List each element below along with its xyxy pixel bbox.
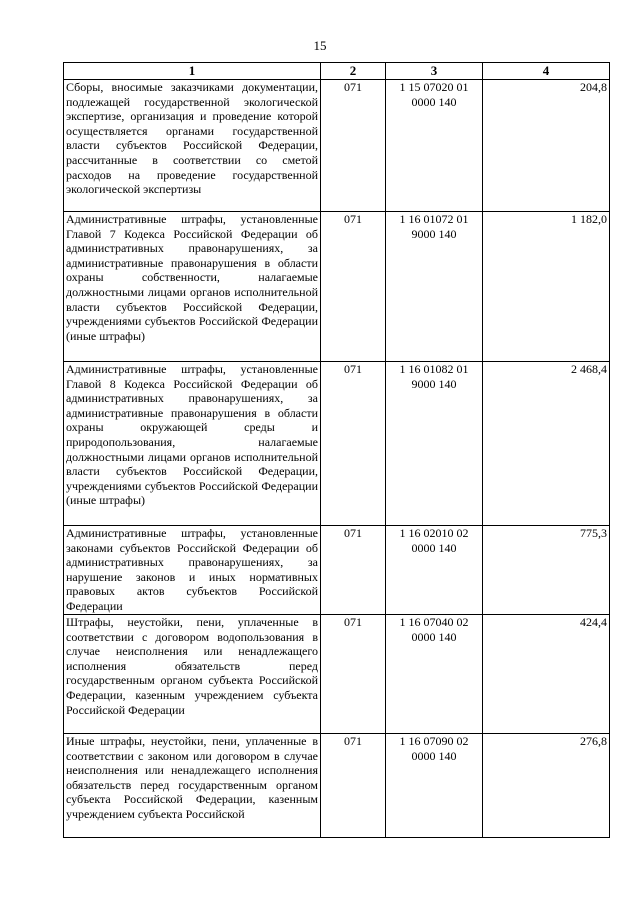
revenue-name-cell: Административные штрафы, установленные законами субъектов Российской Федерации об административных правонарушениях, за нарушение законов и иных нормативных правовых актов субъектов Российской Федерации <box>64 526 321 615</box>
amount-cell: 204,8 <box>483 80 610 212</box>
administrator-code-cell: 071 <box>321 80 386 212</box>
column-header-2: 2 <box>321 63 386 80</box>
table-header-row <box>64 63 610 80</box>
budget-code-cell: 1 16 02010 02 0000 140 <box>386 526 483 615</box>
table-row <box>64 212 610 362</box>
column-header-4: 4 <box>483 63 610 80</box>
revenue-name-cell: Административные штрафы, установленные Главой 8 Кодекса Российской Федерации об административных правонарушениях, за административные правонарушения в области охраны окружающей среды и природопользования, налагаемые должностными лицами органов исполнительной власти субъектов Российской Федерации, учреждениями субъектов Российской Федерации (иные штрафы) <box>64 362 321 526</box>
revenue-name-cell: Административные штрафы, установленные Главой 7 Кодекса Российской Федерации об административных правонарушениях, за административные правонарушения в области охраны собственности, налагаемые должностными лицами органов исполнительной власти субъектов Российской Федерации, учреждениями субъектов Российской Федерации (иные штрафы) <box>64 212 321 362</box>
column-header-3: 3 <box>386 63 483 80</box>
table-row <box>64 80 610 212</box>
table-row <box>64 734 610 838</box>
administrator-code-cell: 071 <box>321 526 386 615</box>
revenue-name-cell: Иные штрафы, неустойки, пени, уплаченные в соответствии с законом или договором в случае неисполнения или ненадлежащего исполнения обязательств перед государственным органом субъекта Российской Федерации, казенным учреждением субъекта Российской <box>64 734 321 838</box>
amount-cell: 424,4 <box>483 615 610 734</box>
amount-cell: 276,8 <box>483 734 610 838</box>
revenue-name-cell: Сборы, вносимые заказчиками документации, подлежащей государственной экологической экспертизе, организация и проведение которой осуществляется органами государственной власти субъектов Российской Федерации, рассчитанные в соответствии со сметой расходов на проведение государственной экологической экспертизы <box>64 80 321 212</box>
budget-code-cell: 1 15 07020 01 0000 140 <box>386 80 483 212</box>
amount-cell: 1 182,0 <box>483 212 610 362</box>
administrator-code-cell: 071 <box>321 734 386 838</box>
budget-code-cell: 1 16 01082 01 9000 140 <box>386 362 483 526</box>
administrator-code-cell: 071 <box>321 615 386 734</box>
budget-code-cell: 1 16 07040 02 0000 140 <box>386 615 483 734</box>
revenue-table <box>63 62 610 838</box>
administrator-code-cell: 071 <box>321 212 386 362</box>
table-row <box>64 362 610 526</box>
table-row <box>64 615 610 734</box>
budget-code-cell: 1 16 07090 02 0000 140 <box>386 734 483 838</box>
amount-cell: 2 468,4 <box>483 362 610 526</box>
amount-cell: 775,3 <box>483 526 610 615</box>
column-header-1: 1 <box>64 63 321 80</box>
table-row <box>64 526 610 615</box>
budget-code-cell: 1 16 01072 01 9000 140 <box>386 212 483 362</box>
revenue-name-cell: Штрафы, неустойки, пени, уплаченные в соответствии с договором водопользования в случае неисполнения или ненадлежащего исполнения обязательств перед государственным органом субъекта Российской Федерации, казенным учреждением субъекта Российской Федерации <box>64 615 321 734</box>
page-number: 15 <box>313 38 327 53</box>
administrator-code-cell: 071 <box>321 362 386 526</box>
